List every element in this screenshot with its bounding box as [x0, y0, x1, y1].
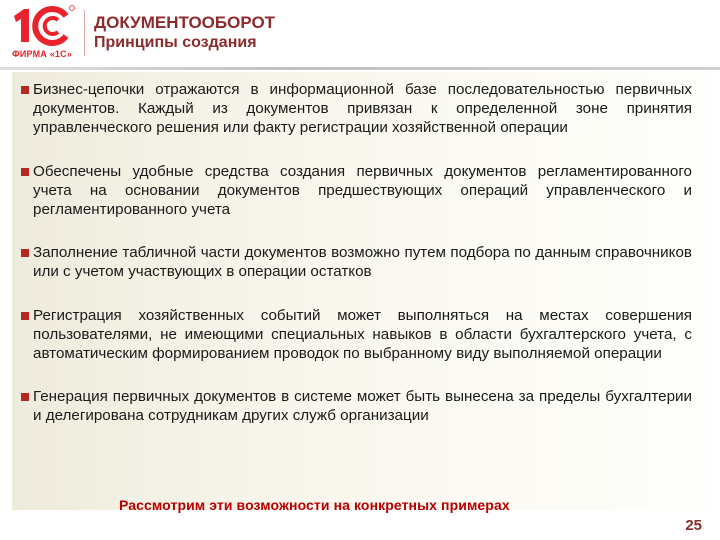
- bullet-item: [20, 306, 692, 364]
- header-titles: [94, 13, 275, 53]
- bullet-item: [20, 387, 692, 425]
- logo-subtext: ФИРМА «1С»: [11, 49, 73, 59]
- bullet-square-icon: [21, 393, 29, 401]
- bullet-text: Заполнение табличной части документов возможно путем подбора по данным справочников или с учетом участвующих в операции остатков: [33, 244, 692, 281]
- bullet-square-icon: [21, 249, 29, 257]
- bullet-item: [20, 80, 692, 138]
- bullet-item: [20, 162, 692, 220]
- bullet-text: Бизнес-цепочки отражаются в информационной базе последовательностью первичных документов. Каждый из документов привязан к определенной зоне принятия управленческого решения или факту регистрации хозяйственной операции: [33, 81, 692, 137]
- page-subtitle: Принципы создания: [94, 34, 257, 51]
- logo-1c-icon: [8, 4, 76, 48]
- logo-1c: [8, 4, 76, 64]
- footer-note: Рассмотрим эти возможности на конкретных примерах: [119, 497, 510, 513]
- header-divider: [84, 10, 85, 56]
- bullet-text: Обеспечены удобные средства создания первичных документов регламентированного учета на основании документов предшествующих операций управленческого и регламентированного учета: [33, 162, 692, 219]
- bullet-item: [20, 243, 692, 281]
- bullet-list: [20, 80, 692, 426]
- page-title: ДОКУМЕНТООБОРОТ: [94, 13, 276, 32]
- header-rule: [0, 67, 720, 70]
- page-number: 25: [685, 517, 702, 534]
- bullet-square-icon: [21, 86, 29, 94]
- bullet-text: Генерация первичных документов в системе может быть вынесена за пределы бухгалтерии и делегирована сотрудникам других служб организации: [33, 388, 692, 425]
- bullet-square-icon: [21, 312, 29, 320]
- bullet-text: Регистрация хозяйственных событий может выполняться на местах совершения пользователями, не имеющими специальных навыков в области бухгалтерского учета, с автоматическим формированием проводок по выбранному виду выполняемой операции: [33, 306, 692, 363]
- bullet-square-icon: [21, 168, 29, 176]
